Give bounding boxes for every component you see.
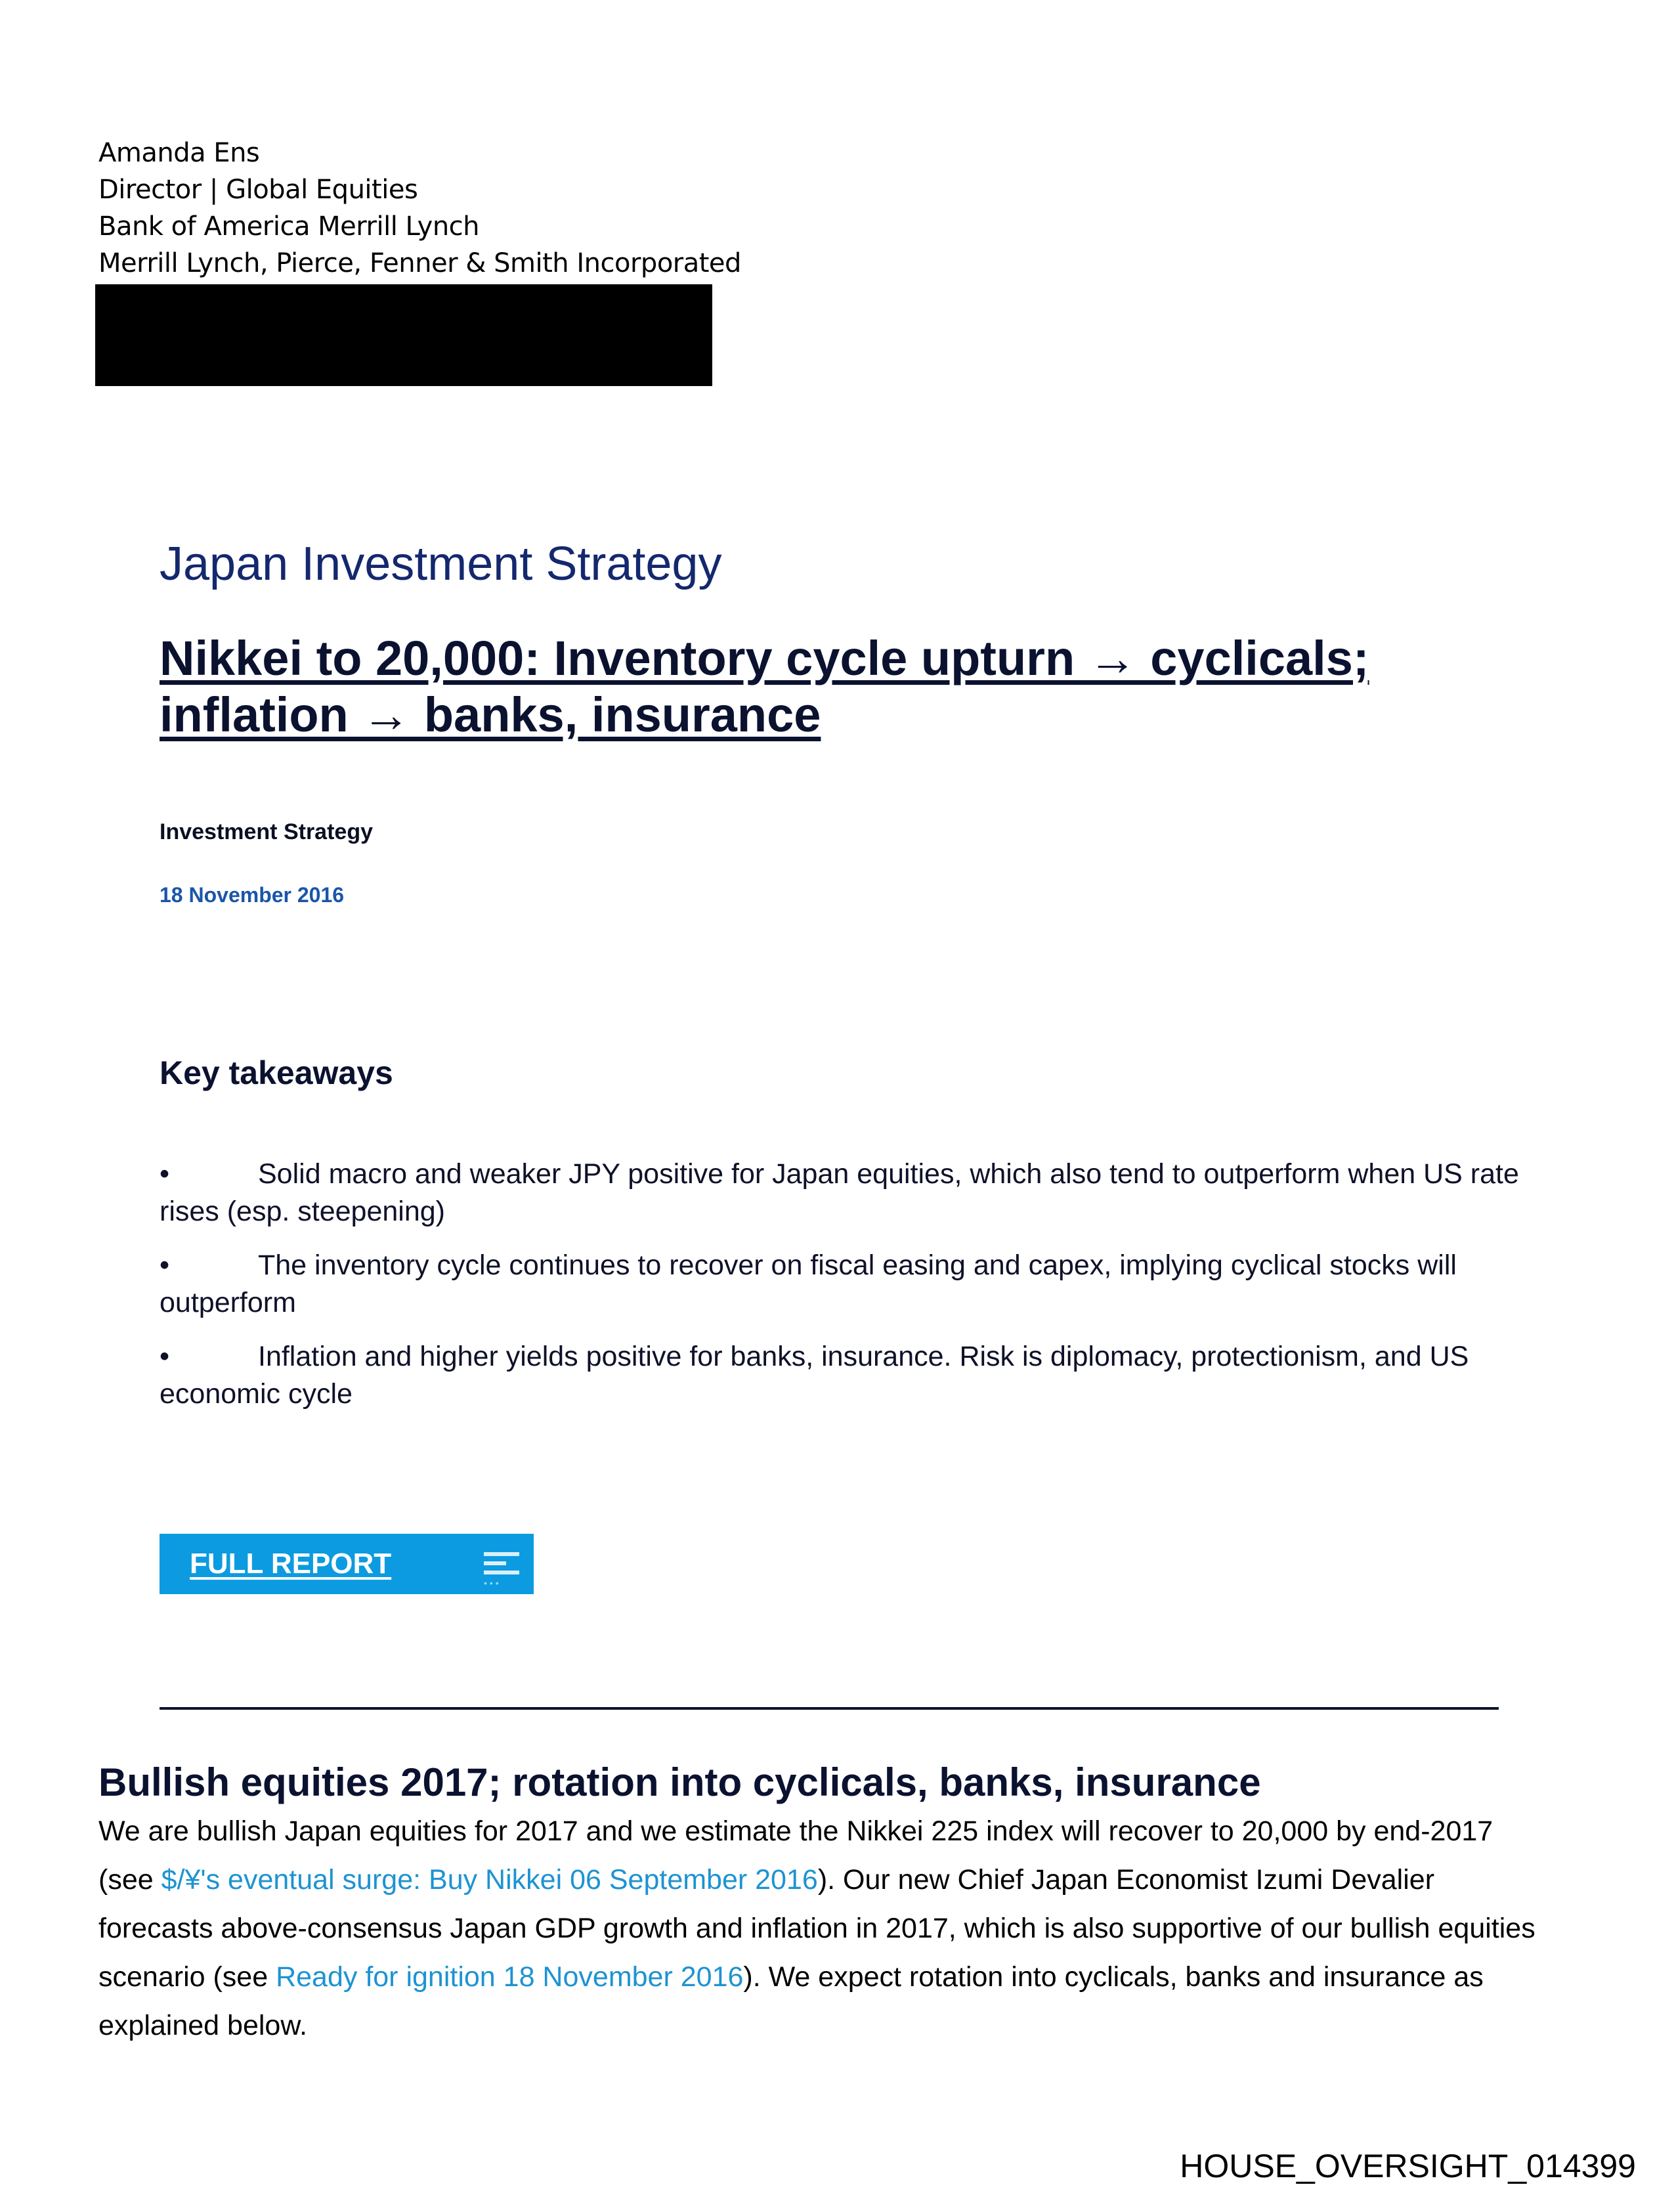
bullet-icon: • [160, 1249, 170, 1281]
redaction-block [95, 284, 712, 386]
paragraph-text: We are bullish Japan equities for 2017 and we estimate the Nikkei 225 index will recover to 20,000 by end-2017 (see [98, 1815, 1493, 1896]
list-item [160, 1338, 1525, 1413]
paragraph-text: ). We expect rotation into cyclicals, banks and insurance as explained below. [98, 1961, 1484, 2041]
key-takeaways-list [160, 1156, 1525, 1429]
sender-title: Director | Global Equities [98, 175, 418, 205]
bullet-icon: • [160, 1341, 170, 1372]
takeaway-text: The inventory cycle continues to recover on fiscal easing and capex, implying cyclical stocks will outperform [160, 1249, 1457, 1318]
headline-line-2: inflation → banks, insurance [160, 687, 821, 742]
document-menu-icon: ••• [484, 1552, 519, 1585]
takeaway-text: Inflation and higher yields positive for banks, insurance. Risk is diplomacy, protectionism, and US economic cycle [160, 1341, 1469, 1410]
link-buy-nikkei-report[interactable]: $/¥'s eventual surge: Buy Nikkei 06 September 2016 [161, 1864, 818, 1896]
sender-signature [98, 135, 741, 282]
list-item [160, 1247, 1525, 1322]
headline-line-1: Nikkei to 20,000: Inventory cycle upturn → cyclicals; [160, 631, 1369, 685]
sender-name: Amanda Ens [98, 138, 260, 168]
key-takeaways-heading: Key takeaways [160, 1054, 393, 1091]
section-paragraph [98, 1807, 1543, 2050]
section-divider [160, 1707, 1499, 1710]
takeaway-text: Solid macro and weaker JPY positive for Japan equities, which also tend to outperform when US rate rises (esp. steepening) [160, 1158, 1519, 1227]
link-ready-for-ignition-report[interactable]: Ready for ignition 18 November 2016 [276, 1961, 744, 1993]
paragraph-text: ). Our new Chief Japan Economist Izumi Devalier forecasts above-consensus Japan GDP growth and inflation in 2017, which is also supportive of our bullish equities scenario (see [98, 1864, 1535, 1993]
sender-entity: Merrill Lynch, Pierce, Fenner & Smith Incorporated [98, 248, 741, 278]
full-report-label: FULL REPORT [190, 1548, 392, 1580]
full-report-button[interactable] [160, 1534, 534, 1594]
bullet-icon: • [160, 1158, 170, 1190]
report-type: Investment Strategy [160, 819, 373, 844]
report-series-title: Japan Investment Strategy [160, 538, 722, 590]
list-item [160, 1156, 1525, 1230]
sender-company: Bank of America Merrill Lynch [98, 211, 480, 242]
report-date: 18 November 2016 [160, 883, 345, 907]
bates-number: HOUSE_OVERSIGHT_014399 [1180, 2148, 1636, 2184]
report-headline-link[interactable] [160, 630, 1369, 743]
section-heading: Bullish equities 2017; rotation into cyclicals, banks, insurance [98, 1760, 1261, 1804]
